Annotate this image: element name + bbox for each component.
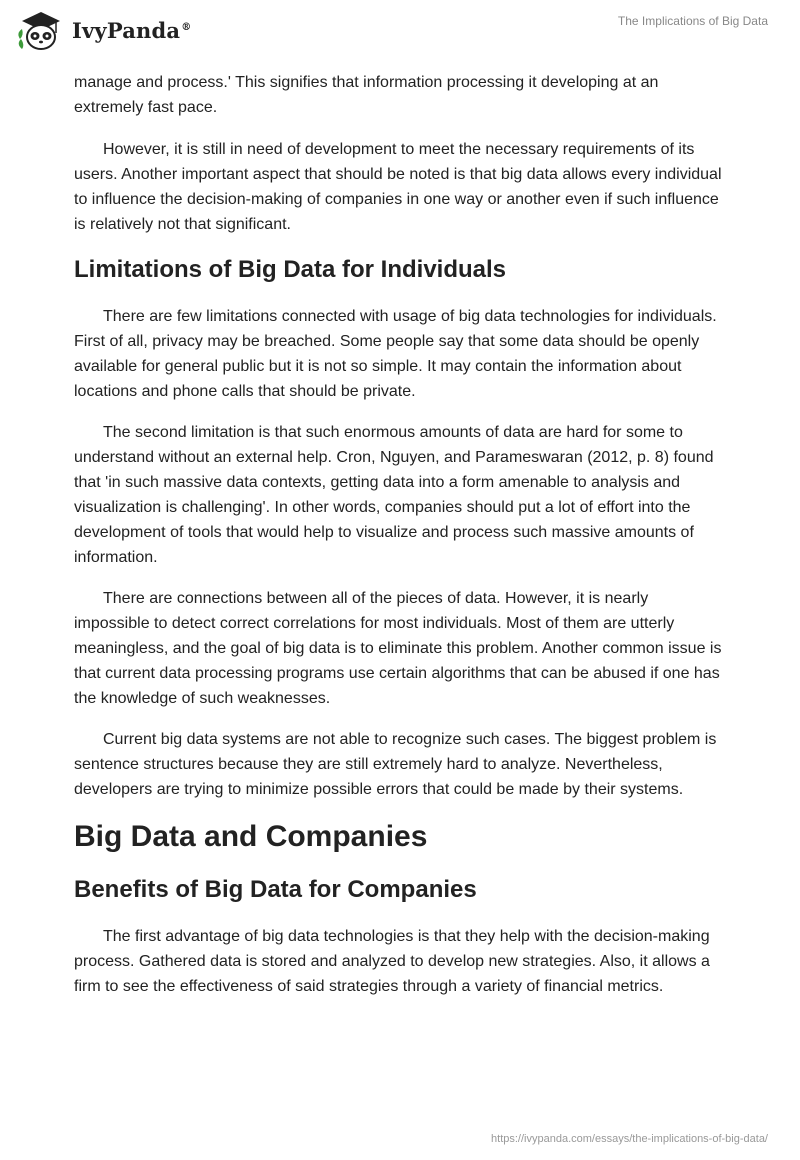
brand-text: IvyPanda xyxy=(72,17,181,43)
paragraph: The second limitation is that such enormous amounts of data are hard for some to understand without an external help. Cron, Nguyen, and Parameswaran (2012, p. 8) found that 'in such massive data contexts, getting data into a form amenable to analysis and visualization is challenging'. In other words, companies should put a lot of effort into the development of tools that would help to visualize and process such massive amounts of information. xyxy=(74,424,714,566)
section-heading-benefits: Benefits of Big Data for Companies xyxy=(74,876,477,903)
paragraph-continued: manage and process.' This signifies that information processing it developing at an extremely fast pace. xyxy=(74,74,659,116)
spacer xyxy=(74,905,726,924)
spacer xyxy=(74,570,726,586)
section-heading-companies: Big Data and Companies xyxy=(74,820,428,853)
paragraph: Current big data systems are not able to recognize such cases. The biggest problem is sentence structures because they are still extremely hard to analyze. Nevertheless, developers are trying to minimize possible errors that could be made by their systems. xyxy=(74,731,717,798)
paragraph: There are connections between all of the pieces of data. However, it is nearly impossible to detect correct correlations for most individuals. Most of them are utterly meaningless, and the goal of big data is to eliminate this problem. Another common issue is that current data processing programs use certain algorithms that can be abused if one has the knowledge of such weaknesses. xyxy=(74,590,722,707)
page-header xyxy=(0,0,800,70)
paragraph: However, it is still in need of development to meet the necessary requirements of its users. Another important aspect that should be noted is that big data allows every individual to influence the decision-making of companies in one way or another even if such influence is relatively not that significant. xyxy=(74,141,722,233)
spacer xyxy=(74,404,726,420)
spacer xyxy=(74,285,726,304)
brand-name xyxy=(72,18,191,43)
spacer xyxy=(74,120,726,137)
paragraph: The first advantage of big data technologies is that they help with the decision-making process. Gathered data is stored and analyzed to develop new strategies. Also, it allows a firm to see the effectiveness of said strategies through a variety of financial metrics. xyxy=(74,928,710,995)
spacer xyxy=(74,237,726,255)
essay-content xyxy=(74,70,726,999)
spacer xyxy=(74,802,726,819)
document-title: The Implications of Big Data xyxy=(617,14,768,28)
source-url[interactable]: https://ivypanda.com/essays/the-implications-of-big-data/ xyxy=(491,1133,768,1145)
section-heading-limitations: Limitations of Big Data for Individuals xyxy=(74,256,507,283)
ivypanda-logo[interactable] xyxy=(16,9,191,51)
paragraph: There are few limitations connected with usage of big data technologies for individuals. First of all, privacy may be breached. Some people say that some data should be openly available for general public but it is not so simple. It may contain the information about locations and phone calls that should be private. xyxy=(74,308,717,400)
spacer xyxy=(74,711,726,727)
spacer xyxy=(74,855,726,875)
registered-mark: ® xyxy=(181,21,192,33)
panda-mascot-icon xyxy=(16,9,66,51)
